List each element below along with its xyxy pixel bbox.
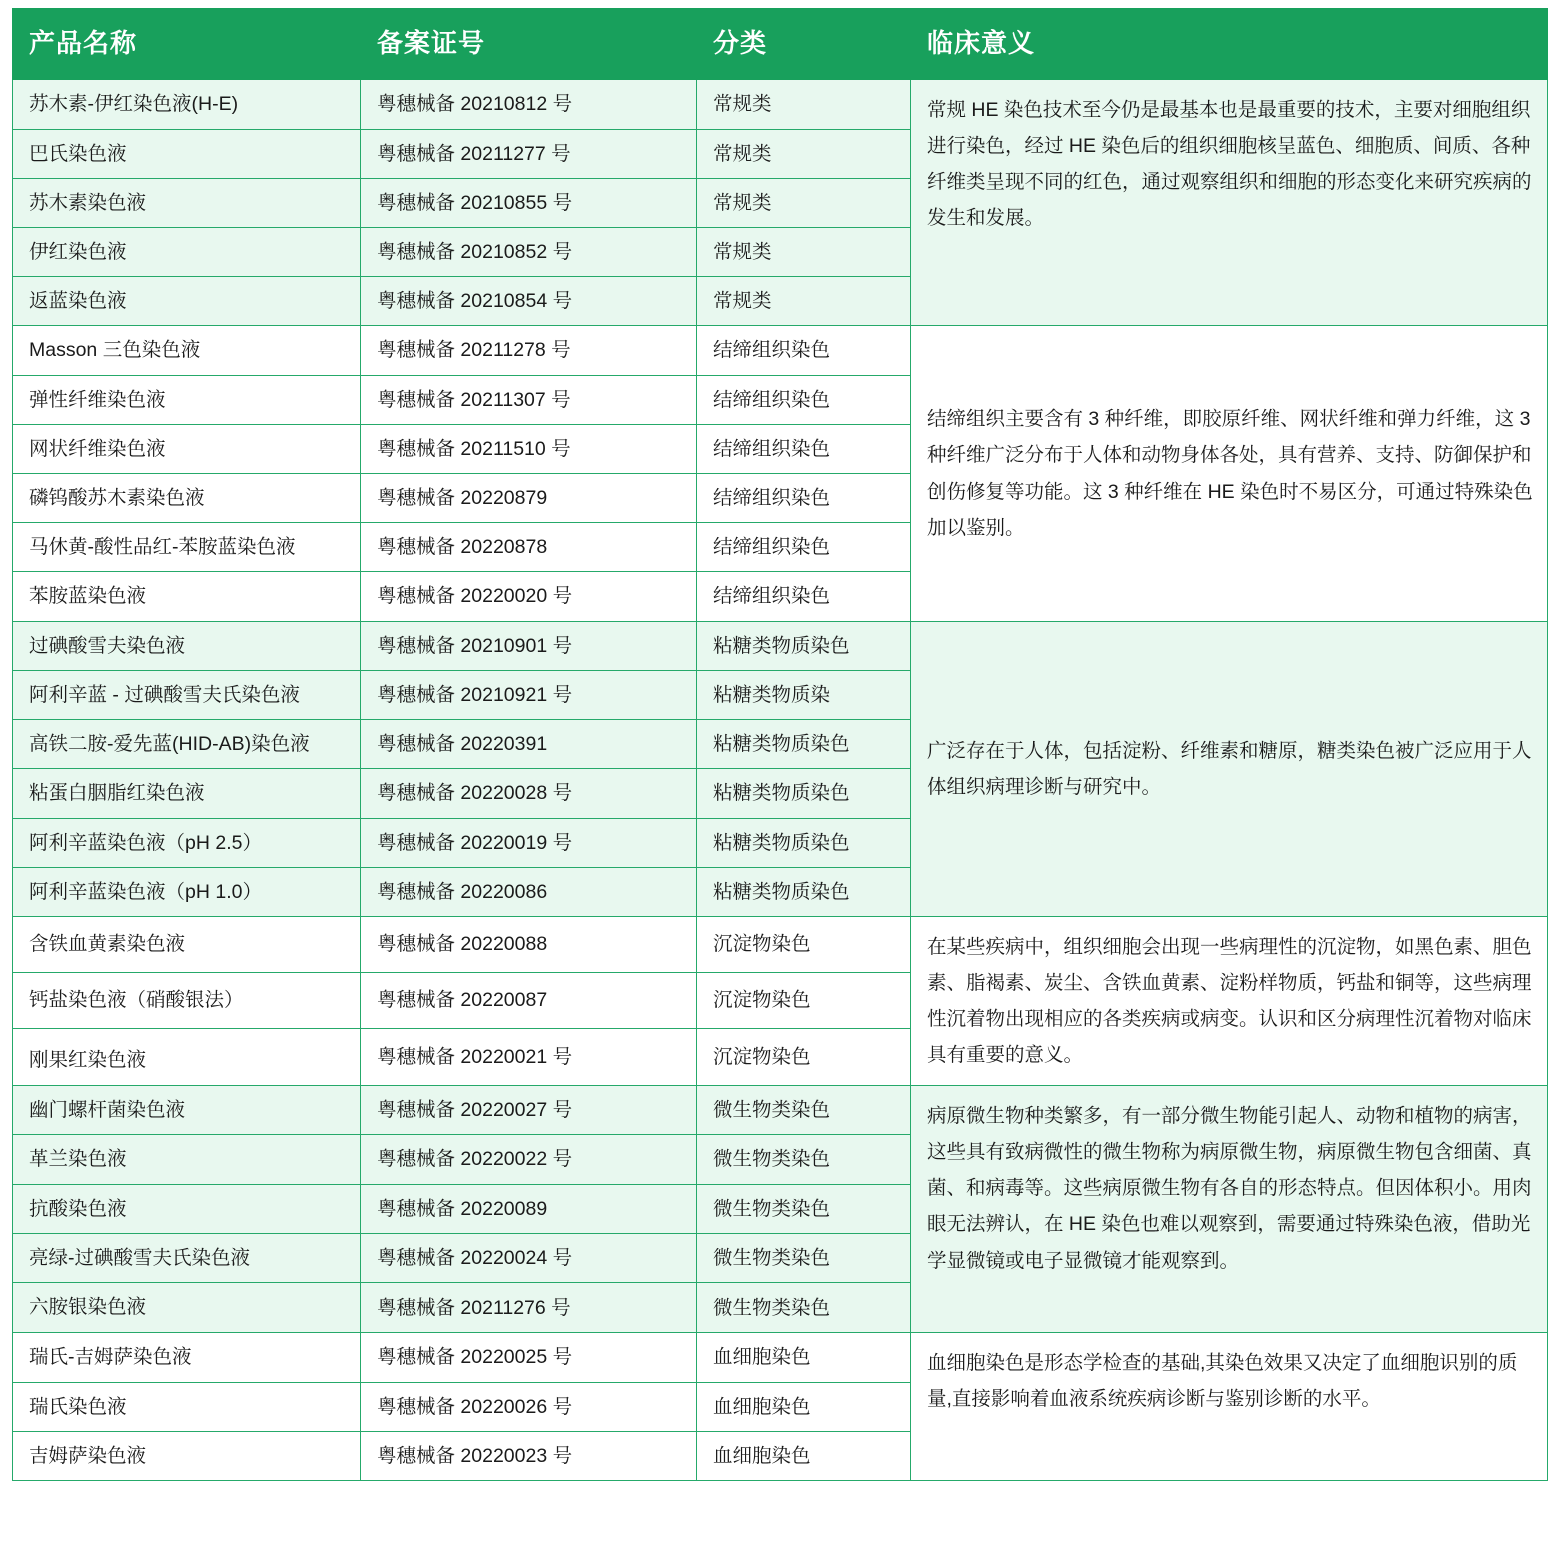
cell-product-name: 马休黄-酸性品红-苯胺蓝染色液 (13, 523, 361, 572)
table-row (13, 1086, 1548, 1135)
cell-clinical-significance: 病原微生物种类繁多，有一部分微生物能引起人、动物和植物的病害，这些具有致病微性的微生物称为病原微生物，病原微生物包含细菌、真菌、和病毒等。这些病原微生物有各自的形态特点。但因体积小。用肉眼无法辨认，在 HE 染色也难以观察到，需要通过特殊染色液，借助光学显微镜或电子显微镜才能观察到。 (911, 1086, 1548, 1333)
cell-product-name: 返蓝染色液 (13, 277, 361, 326)
cell-cert-number: 粤穗械备 20211278 号 (361, 326, 697, 375)
cell-cert-number: 粤穗械备 20220391 (361, 720, 697, 769)
cell-cert-number: 粤穗械备 20220088 (361, 917, 697, 973)
cell-cert-number: 粤穗械备 20220028 号 (361, 769, 697, 818)
cell-product-name: 过碘酸雪夫染色液 (13, 621, 361, 670)
cell-category: 常规类 (697, 129, 911, 178)
cell-cert-number: 粤穗械备 20211307 号 (361, 375, 697, 424)
table-row (13, 326, 1548, 375)
cell-product-name: 网状纤维染色液 (13, 424, 361, 473)
cell-product-name: 阿利辛蓝染色液（pH 2.5） (13, 818, 361, 867)
cell-category: 沉淀物染色 (697, 973, 911, 1029)
cell-category: 血细胞染色 (697, 1431, 911, 1480)
cell-product-name: 含铁血黄素染色液 (13, 917, 361, 973)
cell-product-name: 抗酸染色液 (13, 1184, 361, 1233)
table-row (13, 1333, 1548, 1382)
cell-category: 结缔组织染色 (697, 523, 911, 572)
cell-product-name: 高铁二胺-爱先蓝(HID-AB)染色液 (13, 720, 361, 769)
cell-cert-number: 粤穗械备 20211276 号 (361, 1283, 697, 1333)
cell-cert-number: 粤穗械备 20220027 号 (361, 1086, 697, 1135)
cell-category: 常规类 (697, 277, 911, 326)
cell-category: 血细胞染色 (697, 1382, 911, 1431)
cell-product-name: 阿利辛蓝 - 过碘酸雪夫氏染色液 (13, 670, 361, 719)
cell-category: 常规类 (697, 178, 911, 227)
cell-category: 微生物类染色 (697, 1283, 911, 1333)
cell-product-name: 苯胺蓝染色液 (13, 572, 361, 621)
cell-cert-number: 粤穗械备 20220086 (361, 867, 697, 916)
cell-category: 血细胞染色 (697, 1333, 911, 1382)
cell-cert-number: 粤穗械备 20220025 号 (361, 1333, 697, 1382)
cell-category: 结缔组织染色 (697, 572, 911, 621)
table-header (13, 9, 1548, 80)
cell-cert-number: 粤穗械备 20210855 号 (361, 178, 697, 227)
cell-product-name: 吉姆萨染色液 (13, 1431, 361, 1480)
cell-category: 微生物类染色 (697, 1233, 911, 1282)
cell-clinical-significance: 血细胞染色是形态学检查的基础,其染色效果又决定了血细胞识别的质量,直接影响着血液系统疾病诊断与鉴别诊断的水平。 (911, 1333, 1548, 1481)
cell-cert-number: 粤穗械备 20220879 (361, 474, 697, 523)
cell-category: 粘糖类物质染色 (697, 769, 911, 818)
cell-category: 结缔组织染色 (697, 326, 911, 375)
cell-cert-number: 粤穗械备 20220024 号 (361, 1233, 697, 1282)
cell-cert-number: 粤穗械备 20220022 号 (361, 1135, 697, 1184)
header-row (13, 9, 1548, 80)
cell-product-name: 瑞氏-吉姆萨染色液 (13, 1333, 361, 1382)
cell-cert-number: 粤穗械备 20210921 号 (361, 670, 697, 719)
table-row (13, 80, 1548, 129)
cell-category: 粘糖类物质染色 (697, 720, 911, 769)
table-row (13, 917, 1548, 973)
cell-category: 常规类 (697, 80, 911, 129)
cell-product-name: 瑞氏染色液 (13, 1382, 361, 1431)
cell-clinical-significance: 广泛存在于人体，包括淀粉、纤维素和糖原，糖类染色被广泛应用于人体组织病理诊断与研究中。 (911, 621, 1548, 916)
cell-product-name: 伊红染色液 (13, 227, 361, 276)
cell-product-name: 磷钨酸苏木素染色液 (13, 474, 361, 523)
cell-category: 结缔组织染色 (697, 375, 911, 424)
cell-product-name: 刚果红染色液 (13, 1029, 361, 1086)
cell-cert-number: 粤穗械备 20220089 (361, 1184, 697, 1233)
cell-clinical-significance: 在某些疾病中，组织细胞会出现一些病理性的沉淀物，如黑色素、胆色素、脂褐素、炭尘、含铁血黄素、淀粉样物质，钙盐和铜等，这些病理性沉着物出现相应的各类疾病或病变。认识和区分病理性沉着物对临床具有重要的意义。 (911, 917, 1548, 1086)
cell-category: 微生物类染色 (697, 1184, 911, 1233)
column-header-cert-number: 备案证号 (361, 9, 697, 80)
cell-product-name: 钙盐染色液（硝酸银法） (13, 973, 361, 1029)
cell-cert-number: 粤穗械备 20211510 号 (361, 424, 697, 473)
cell-product-name: 六胺银染色液 (13, 1283, 361, 1333)
cell-cert-number: 粤穗械备 20220026 号 (361, 1382, 697, 1431)
cell-product-name: 粘蛋白胭脂红染色液 (13, 769, 361, 818)
cell-product-name: 革兰染色液 (13, 1135, 361, 1184)
cell-product-name: 幽门螺杆菌染色液 (13, 1086, 361, 1135)
cell-category: 微生物类染色 (697, 1135, 911, 1184)
cell-product-name: 阿利辛蓝染色液（pH 1.0） (13, 867, 361, 916)
cell-cert-number: 粤穗械备 20220023 号 (361, 1431, 697, 1480)
cell-cert-number: 粤穗械备 20210812 号 (361, 80, 697, 129)
cell-clinical-significance: 常规 HE 染色技术至今仍是最基本也是最重要的技术，主要对细胞组织进行染色，经过 HE 染色后的组织细胞核呈蓝色、细胞质、间质、各种纤维类呈现不同的红色，通过观察组织和细胞的形态变化来研究疾病的发生和发展。 (911, 80, 1548, 326)
cell-category: 常规类 (697, 227, 911, 276)
cell-cert-number: 粤穗械备 20220020 号 (361, 572, 697, 621)
cell-cert-number: 粤穗械备 20210854 号 (361, 277, 697, 326)
cell-category: 粘糖类物质染 (697, 670, 911, 719)
column-header-clinical-significance: 临床意义 (911, 9, 1548, 80)
product-registration-table (12, 8, 1548, 1481)
cell-cert-number: 粤穗械备 20210852 号 (361, 227, 697, 276)
cell-category: 结缔组织染色 (697, 424, 911, 473)
cell-cert-number: 粤穗械备 20220019 号 (361, 818, 697, 867)
cell-category: 沉淀物染色 (697, 1029, 911, 1086)
cell-cert-number: 粤穗械备 20211277 号 (361, 129, 697, 178)
cell-product-name: 弹性纤维染色液 (13, 375, 361, 424)
cell-product-name: 苏木素-伊红染色液(H-E) (13, 80, 361, 129)
cell-product-name: Masson 三色染色液 (13, 326, 361, 375)
cell-category: 沉淀物染色 (697, 917, 911, 973)
column-header-category: 分类 (697, 9, 911, 80)
cell-product-name: 巴氏染色液 (13, 129, 361, 178)
cell-cert-number: 粤穗械备 20210901 号 (361, 621, 697, 670)
cell-category: 结缔组织染色 (697, 474, 911, 523)
cell-clinical-significance: 结缔组织主要含有 3 种纤维，即胶原纤维、网状纤维和弹力纤维，这 3 种纤维广泛分布于人体和动物身体各处，具有营养、支持、防御保护和创伤修复等功能。这 3 种纤维在 HE 染色时不易区分，可通过特殊染色加以鉴别。 (911, 326, 1548, 621)
cell-category: 微生物类染色 (697, 1086, 911, 1135)
table-body (13, 80, 1548, 1481)
cell-cert-number: 粤穗械备 20220878 (361, 523, 697, 572)
cell-product-name: 亮绿-过碘酸雪夫氏染色液 (13, 1233, 361, 1282)
cell-category: 粘糖类物质染色 (697, 621, 911, 670)
column-header-product-name: 产品名称 (13, 9, 361, 80)
cell-product-name: 苏木素染色液 (13, 178, 361, 227)
cell-category: 粘糖类物质染色 (697, 818, 911, 867)
cell-category: 粘糖类物质染色 (697, 867, 911, 916)
cell-cert-number: 粤穗械备 20220021 号 (361, 1029, 697, 1086)
table-row (13, 621, 1548, 670)
cell-cert-number: 粤穗械备 20220087 (361, 973, 697, 1029)
